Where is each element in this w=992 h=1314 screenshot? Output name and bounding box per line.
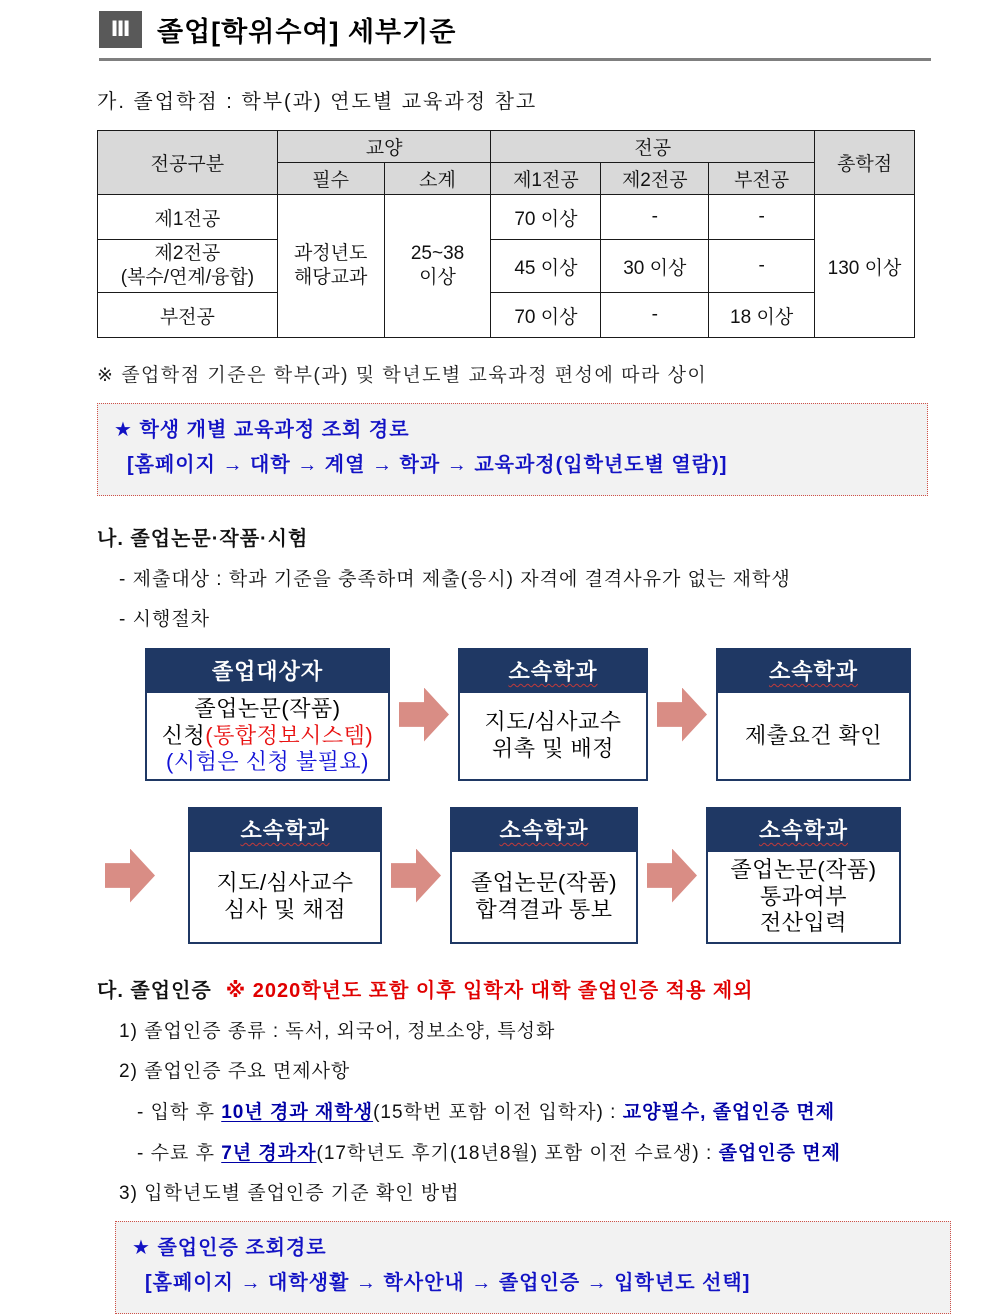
cell-line: 제2전공 xyxy=(154,243,221,265)
flow-box-header xyxy=(190,809,380,852)
col-header-major1: 제1전공 xyxy=(491,163,601,195)
exemption-detail: (15학번 포함 이전 입학자) : xyxy=(373,1102,623,1123)
info-box-path: [홈페이지 → 대학생활 → 학사안내 → 졸업인증 → 입학년도 선택] xyxy=(145,1272,751,1294)
page-title: 졸업[학위수여] 세부기준 xyxy=(157,17,457,47)
flow-box-body xyxy=(190,852,380,942)
flow-box-header: 졸업대상자 xyxy=(147,650,388,693)
cert-check-method-line: 3) 입학년도별 졸업인증 기준 확인 방법 xyxy=(119,1183,460,1204)
col-header-minor: 부전공 xyxy=(709,163,815,195)
doc-header xyxy=(99,10,931,61)
flow-header-text: 소속학과 xyxy=(768,659,858,684)
cell-major2: 30 이상 xyxy=(601,240,709,293)
cell-major1: 70 이상 xyxy=(491,195,601,240)
cert-path-box xyxy=(115,1221,951,1314)
cell-minor: - xyxy=(709,240,815,293)
section-da-alert: ※ 2020학년도 포함 이후 입학자 대학 졸업인증 적용 제외 xyxy=(225,980,754,1002)
cell-line: 이상 xyxy=(419,267,456,288)
procedure-line: - 시행절차 xyxy=(119,609,211,630)
col-header-sogye: 소계 xyxy=(384,163,491,195)
col-header-jeongong: 전공 xyxy=(491,131,815,163)
info-box-path: [홈페이지 → 대학 → 계열 → 학과 → 교육과정(입학년도별 열람)] xyxy=(127,454,728,476)
cell-gubun xyxy=(98,240,278,293)
col-header-major2: 제2전공 xyxy=(601,163,709,195)
cell-gubun: 부전공 xyxy=(98,293,278,338)
exemption-line-1 xyxy=(137,1097,932,1124)
cell-major1: 70 이상 xyxy=(491,293,601,338)
table-row xyxy=(98,293,915,338)
right-arrow-icon xyxy=(647,849,697,903)
cert-types-line: 1) 졸업인증 종류 : 독서, 외국어, 정보소양, 특성화 xyxy=(119,1021,556,1042)
section-da-label: 다. 졸업인증 xyxy=(97,980,212,1002)
col-header-total: 총학점 xyxy=(815,131,915,195)
right-arrow-icon xyxy=(399,688,449,742)
flow-header-text: 소속학과 xyxy=(499,818,589,843)
col-header-gyoyang: 교양 xyxy=(277,131,491,163)
info-box-title: ★ 졸업인증 조회경로 xyxy=(132,1237,327,1259)
procedure-flowchart xyxy=(97,648,932,944)
exemption-emphasis: 10년 경과 재학생 xyxy=(221,1102,374,1123)
flow-line: 전산입력 xyxy=(759,910,847,936)
exemption-emphasis: 7년 경과자 xyxy=(221,1143,317,1164)
flow-box-system-entry xyxy=(706,807,901,944)
flow-box-header xyxy=(708,809,899,852)
flow-line: 졸업논문(작품) xyxy=(194,695,341,721)
graduation-credit-table xyxy=(97,130,915,338)
flow-box-graduation-candidate xyxy=(145,648,390,781)
flow-line: 위촉 및 배정 xyxy=(492,736,614,761)
cell-gyoyang-sogye-merged xyxy=(384,195,491,338)
cell-line: (복수/연계/융합) xyxy=(120,267,255,288)
section-ga-heading: 가. 졸업학점 : 학부(과) 연도별 교육과정 참고 xyxy=(97,91,538,113)
cell-line: 해당교과 xyxy=(293,267,368,288)
flow-header-text: 소속학과 xyxy=(758,818,848,843)
table-row xyxy=(98,240,915,293)
flow-box-body xyxy=(718,693,909,779)
flow-line: 합격결과 통보 xyxy=(475,897,613,922)
col-header-gubun: 전공구분 xyxy=(98,131,278,195)
section-na-heading: 나. 졸업논문·작품·시험 xyxy=(97,528,309,550)
flow-box-header xyxy=(460,650,646,693)
cert-exemption-heading: 2) 졸업인증 주요 면제사항 xyxy=(119,1061,351,1082)
cell-gubun: 제1전공 xyxy=(98,195,278,240)
section-da-heading xyxy=(97,974,932,1003)
flow-box-review-grading xyxy=(188,807,382,944)
right-arrow-icon xyxy=(105,849,155,903)
cell-gyoyang-pilsu-merged xyxy=(277,195,384,338)
flow-line: 졸업논문(작품) xyxy=(730,856,877,882)
exemption-result: 교양필수, 졸업인증 면제 xyxy=(622,1102,836,1123)
flow-line: 제출요건 확인 xyxy=(744,722,883,748)
info-box-title: ★ 학생 개별 교육과정 조회 경로 xyxy=(114,419,410,441)
flow-box-department-assign xyxy=(458,648,648,781)
flow-text-blue: (시험은 신청 불필요) xyxy=(166,749,369,775)
cell-major1: 45 이상 xyxy=(491,240,601,293)
flow-line: 지도/심사교수 xyxy=(484,709,622,735)
flow-text-red: (통합정보시스템) xyxy=(205,722,374,748)
flow-line xyxy=(162,723,373,750)
submission-target-line: - 제출대상 : 학과 기준을 충족하며 제출(응시) 자격에 결격사유가 없는 재학생 xyxy=(119,569,791,590)
flow-box-result-notice xyxy=(450,807,638,944)
section-number-badge: Ⅲ xyxy=(99,11,142,48)
cell-major2: - xyxy=(601,195,709,240)
flow-line: 심사 및 채점 xyxy=(224,897,346,922)
flow-box-requirement-check xyxy=(716,648,911,781)
flow-row-2 xyxy=(105,807,932,944)
flow-box-body xyxy=(452,852,636,942)
flow-line: 통과여부 xyxy=(759,883,847,909)
cell-major2: - xyxy=(601,293,709,338)
col-header-pilsu: 필수 xyxy=(277,163,384,195)
table-row xyxy=(98,195,915,240)
flow-header-text: 소속학과 xyxy=(508,659,598,684)
flow-line: 지도/심사교수 xyxy=(216,870,354,896)
right-arrow-icon xyxy=(657,688,707,742)
flow-header-text: 소속학과 xyxy=(240,818,330,843)
credit-note: ※ 졸업학점 기준은 학부(과) 및 학년도별 교육과정 편성에 따라 상이 xyxy=(97,365,708,386)
flow-box-body xyxy=(708,852,899,942)
cell-minor: - xyxy=(709,195,815,240)
cell-line: 25~38 xyxy=(410,243,465,265)
exemption-detail: (17학년도 후기(18년8월) 포함 이전 수료생) : xyxy=(316,1143,719,1164)
flow-box-header xyxy=(718,650,909,693)
flow-box-body xyxy=(147,693,388,779)
exemption-prefix: - 수료 후 xyxy=(137,1143,222,1164)
flow-text-black: 신청 xyxy=(161,722,206,748)
curriculum-path-box xyxy=(97,403,928,496)
flow-row-1 xyxy=(145,648,932,781)
flow-box-header xyxy=(452,809,636,852)
exemption-line-2 xyxy=(137,1138,932,1165)
flow-line: 졸업논문(작품) xyxy=(470,870,618,896)
cell-line: 과정년도 xyxy=(293,243,368,265)
flow-box-body xyxy=(460,693,646,779)
exemption-prefix: - 입학 후 xyxy=(137,1102,222,1123)
cell-total-merged: 130 이상 xyxy=(815,195,915,338)
exemption-result: 졸업인증 면제 xyxy=(718,1143,841,1164)
cell-minor: 18 이상 xyxy=(709,293,815,338)
right-arrow-icon xyxy=(391,849,441,903)
